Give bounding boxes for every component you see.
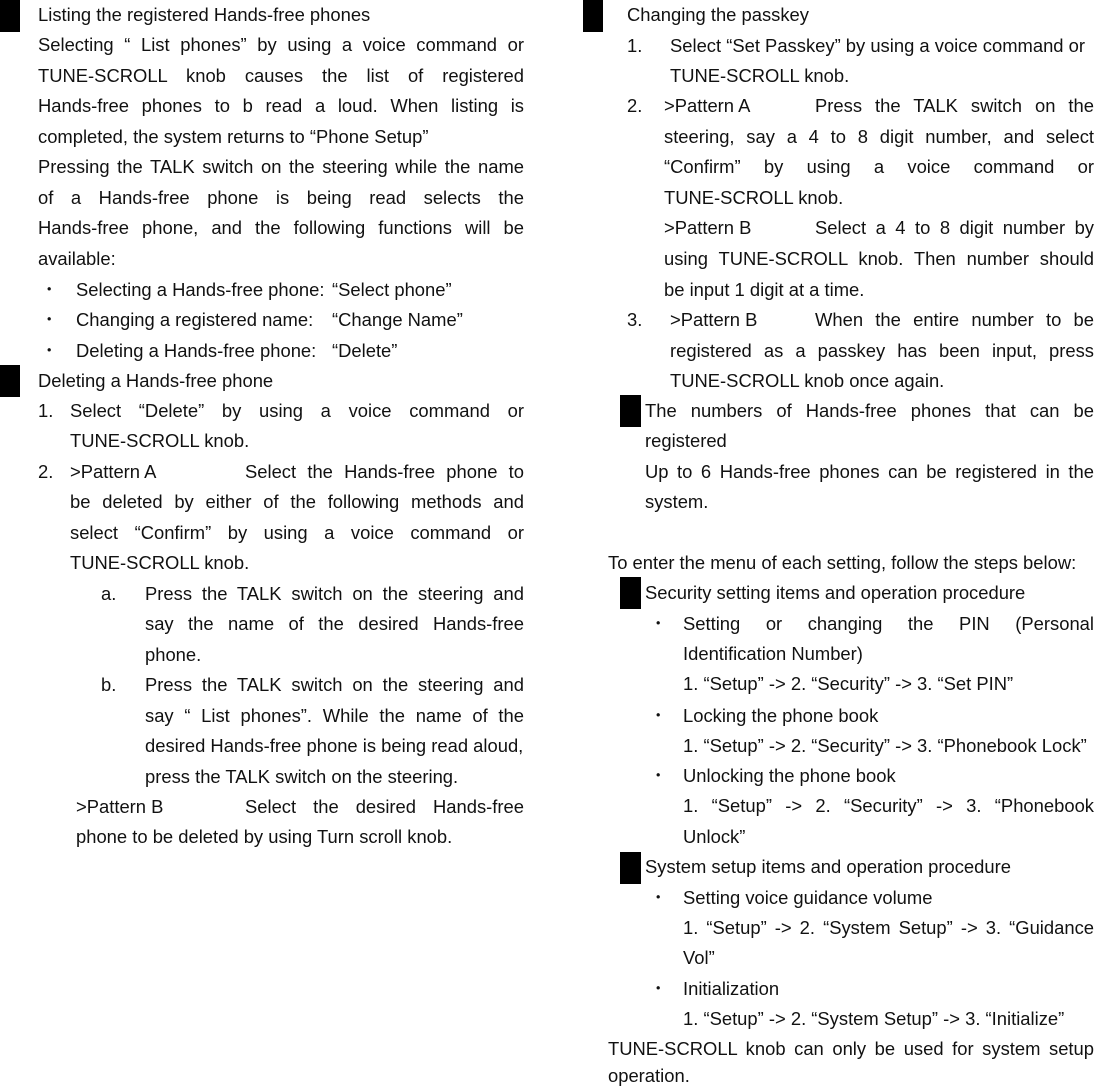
menu-intro: To enter the menu of each setting, follow the steps below: [608,552,1077,573]
section-heading-listing: Listing the registered Hands-free phones [38,4,371,25]
bullet-label: Selecting a Hands-free phone: [76,279,325,300]
section-heading-system: System setup items and operation procedure [645,856,1011,877]
step-line: Select “Delete” by using a voice command or [70,400,524,421]
paragraph-line: system. [645,491,709,512]
item-title: Unlocking the phone book [683,765,896,786]
system-note: TUNE-SCROLL knob can only be used for system setup [608,1038,1094,1059]
section-heading-count: The numbers of Hands-free phones that can be [645,400,1094,421]
bullet-mark: ・ [649,887,668,908]
item-title: Locking the phone book [683,705,879,726]
step-number: 3. [627,309,643,330]
bullet-mark: ・ [40,279,59,300]
bullet-value: “Change Name” [332,309,463,330]
paragraph-line: Pressing the TALK switch on the steering while the name [38,156,524,177]
section-marker [620,395,641,427]
pattern-label: >Pattern A [664,95,751,116]
sub-step-line: desired Hands-free phone is being read aloud, [145,735,524,756]
step-line: be input 1 digit at a time. [664,279,865,300]
menu-path: Vol” [683,947,715,968]
pattern-label: >Pattern B [76,796,164,817]
step-line: When the entire number to be [815,309,1094,330]
step-line: TUNE-SCROLL knob. [70,552,250,573]
step-line: Select the Hands-free phone to [245,461,524,482]
step-line: Select the desired Hands-free [245,796,524,817]
menu-path: Unlock” [683,826,746,847]
step-line: phone to be deleted by using Turn scroll knob. [76,826,453,847]
section-heading-passkey: Changing the passkey [627,4,809,25]
pattern-label: >Pattern B [664,217,752,238]
sub-step-line: say the name of the desired Hands-free [145,613,524,634]
step-line: using TUNE-SCROLL knob. Then number should [664,248,1094,269]
section-marker [620,852,641,884]
paragraph-line: Hands-free phones to b read a loud. When listing is [38,95,524,116]
step-line: TUNE-SCROLL knob. [664,187,844,208]
step-line: TUNE-SCROLL knob once again. [670,370,945,391]
bullet-mark: ・ [40,309,59,330]
step-line: “Confirm” by using a voice command or [664,156,1094,177]
step-line: Select a 4 to 8 digit number by [815,217,1094,238]
bullet-label: Changing a registered name: [76,309,314,330]
bullet-mark: ・ [649,613,668,634]
bullet-mark: ・ [649,705,668,726]
step-line: select “Confirm” by using a voice command or [70,522,524,543]
menu-path: 1. “Setup” -> 2. “Security” -> 3. “Set PIN” [683,673,1014,694]
bullet-label: Deleting a Hands-free phone: [76,340,317,361]
bullet-mark: ・ [40,340,59,361]
paragraph-line: Selecting “ List phones” by using a voice command or [38,34,524,55]
paragraph-line: TUNE-SCROLL knob causes the list of registered [38,65,524,86]
step-line: TUNE-SCROLL knob. [70,430,250,451]
bullet-value: “Delete” [332,340,398,361]
step-line: Press the TALK switch on the [815,95,1094,116]
sub-step-line: Press the TALK switch on the steering and [145,674,524,695]
paragraph-line: Up to 6 Hands-free phones can be registered in the [645,461,1094,482]
section-heading-deleting: Deleting a Hands-free phone [38,370,274,391]
item-title: Setting or changing the PIN (Personal [683,613,1094,634]
section-marker [620,577,641,609]
menu-path: 1. “Setup” -> 2. “Security” -> 3. “Phonebook Lock” [683,735,1087,756]
bullet-mark: ・ [649,765,668,786]
step-number: 2. [38,461,54,482]
menu-path: 1. “Setup” -> 2. “System Setup” -> 3. “Guidance [683,917,1094,938]
step-number: 1. [627,35,643,56]
section-marker [0,365,20,397]
step-line: TUNE-SCROLL knob. [670,65,850,86]
item-title: Initialization [683,978,780,999]
paragraph-line: Hands-free phone, and the following functions will be [38,217,524,238]
bullet-value: “Select phone” [332,279,452,300]
sub-step-line: Press the TALK switch on the steering and [145,583,524,604]
section-marker [0,0,20,32]
step-line: Select “Set Passkey” by using a voice command or [670,35,1085,56]
sub-step-line: phone. [145,644,202,665]
pattern-label: >Pattern A [70,461,157,482]
section-heading-security: Security setting items and operation procedure [645,582,1026,603]
menu-path: 1. “Setup” -> 2. “System Setup” -> 3. “Initialize” [683,1008,1065,1029]
sub-step-line: press the TALK switch on the steering. [145,766,459,787]
section-heading-count: registered [645,430,727,451]
sub-step-mark: a. [101,583,117,604]
step-line: registered as a passkey has been input, press [670,340,1094,361]
section-marker [583,0,603,32]
pattern-label: >Pattern B [670,309,758,330]
step-line: steering, say a 4 to 8 digit number, and select [664,126,1094,147]
menu-path: 1. “Setup” -> 2. “Security” -> 3. “Phonebook [683,795,1094,816]
step-line: be deleted by either of the following methods and [70,491,524,512]
paragraph-line: of a Hands-free phone is being read selects the [38,187,524,208]
item-title: Setting voice guidance volume [683,887,933,908]
step-number: 2. [627,95,643,116]
sub-step-mark: b. [101,674,117,695]
system-note: operation. [608,1065,690,1086]
bullet-mark: ・ [649,978,668,999]
step-number: 1. [38,400,54,421]
item-title: Identification Number) [683,643,863,664]
sub-step-line: say “ List phones”. While the name of the [145,705,524,726]
paragraph-line: completed, the system returns to “Phone Setup” [38,126,429,147]
paragraph-line: available: [38,248,116,269]
